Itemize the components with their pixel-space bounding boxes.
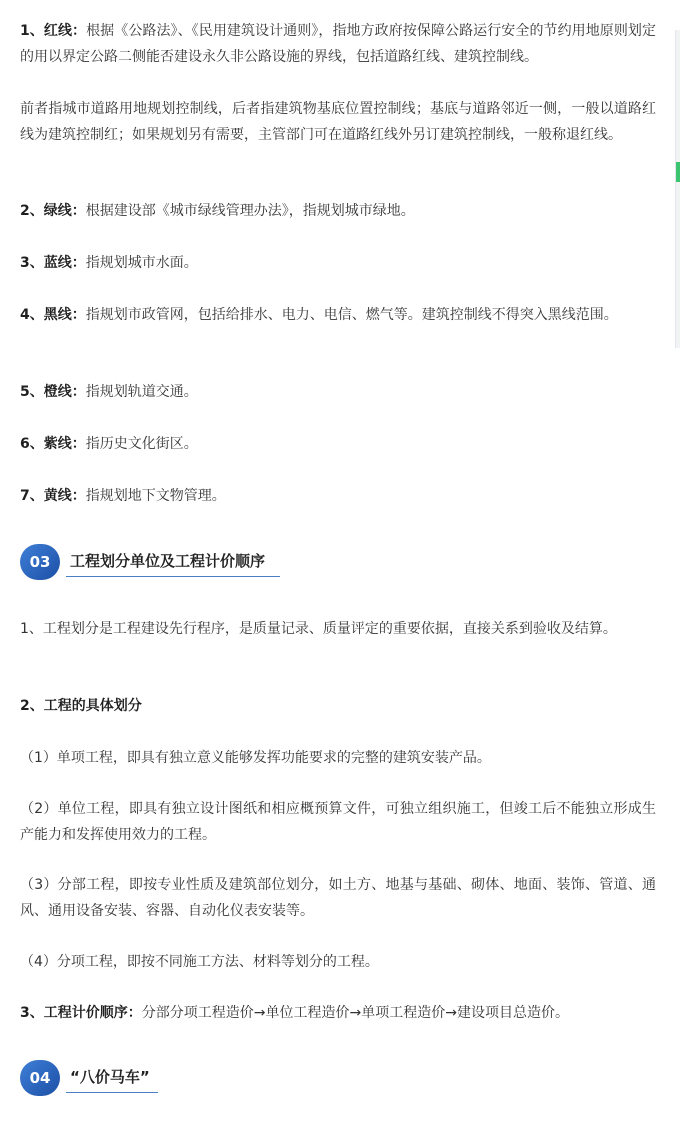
red-line-text: 根据《公路法》、《民用建筑设计通则》，指地方政府按保障公路运行安全的节约用地原则划定的用以界定公路二侧能否建设永久非公路设施的界线，包括道路红线、建筑控制线。	[20, 23, 657, 65]
orange-line-text: 指规划轨道交通。	[85, 384, 198, 400]
pricing-order-label: 3、工程计价顺序：	[20, 1005, 142, 1021]
blue-line-paragraph	[20, 250, 656, 276]
section-heading-03	[20, 544, 282, 580]
scrollbar[interactable]	[675, 30, 680, 348]
orange-line-paragraph	[20, 379, 656, 405]
green-line-label: 2、绿线：	[20, 203, 86, 219]
division-item-2: （2）单位工程，即具有独立设计图纸和相应概预算文件，可独立组织施工，但竣工后不能独立形成生产能力和发挥使用效力的工程。	[20, 801, 656, 843]
yellow-line-label: 7、黄线：	[20, 488, 86, 504]
green-line-paragraph	[20, 198, 656, 224]
section-title: 工程划分单位及工程计价顺序	[70, 552, 266, 570]
pricing-order-text: 分部分项工程造价→单位工程造价→单项工程造价→建设项目总造价。	[141, 1005, 569, 1021]
division-heading: 2、工程的具体划分	[20, 698, 142, 714]
purple-line-paragraph	[20, 431, 656, 457]
division-item-4: （4）分项工程，即按不同施工方法、材料等划分的工程。	[20, 954, 379, 970]
division-item-3: （3）分部工程，即按专业性质及建筑部位划分，如土方、地基与基础、砌体、地面、装饰、管道、通风、通用设备安装、容器、自动化仪表安装等。	[20, 877, 656, 919]
section-heading-04	[20, 1060, 160, 1096]
yellow-line-paragraph	[20, 483, 656, 509]
black-line-paragraph	[20, 302, 656, 328]
blue-line-text: 指规划城市水面。	[85, 255, 198, 271]
green-line-text: 根据建设部《城市绿线管理办法》，指规划城市绿地。	[85, 203, 415, 219]
red-line-label: 1、红线：	[20, 23, 87, 39]
section-number-badge: 03	[20, 544, 60, 580]
division-item-1: （1）单项工程，即具有独立意义能够发挥功能要求的完整的建筑安装产品。	[20, 750, 491, 766]
black-line-label: 4、黑线：	[20, 307, 86, 323]
purple-line-label: 6、紫线：	[20, 436, 86, 452]
red-line-paragraph	[20, 18, 656, 70]
pricing-order-paragraph	[20, 1000, 656, 1026]
scrollbar-thumb[interactable]	[676, 162, 680, 182]
section-underline	[66, 576, 280, 577]
section-number-badge: 04	[20, 1060, 60, 1096]
section-underline	[66, 1092, 158, 1093]
orange-line-label: 5、橙线：	[20, 384, 86, 400]
blue-line-label: 3、蓝线：	[20, 255, 86, 271]
red-line-note: 前者指城市道路用地规划控制线，后者指建筑物基底位置控制线；基底与道路邻近一侧，一般以道路红线为建筑控制红；如果规划另有需要，主管部门可在道路红线外另订建筑控制线，一般称退红线。	[20, 101, 656, 143]
yellow-line-text: 指规划地下文物管理。	[85, 488, 226, 504]
division-intro-paragraph: 1、工程划分是工程建设先行程序，是质量记录、质量评定的重要依据，直接关系到验收及结算。	[20, 621, 617, 637]
black-line-text: 指规划市政管网，包括给排水、电力、电信、燃气等。建筑控制线不得突入黑线范围。	[85, 307, 618, 323]
section-title: “八价马车”	[70, 1068, 150, 1086]
purple-line-text: 指历史文化街区。	[85, 436, 198, 452]
